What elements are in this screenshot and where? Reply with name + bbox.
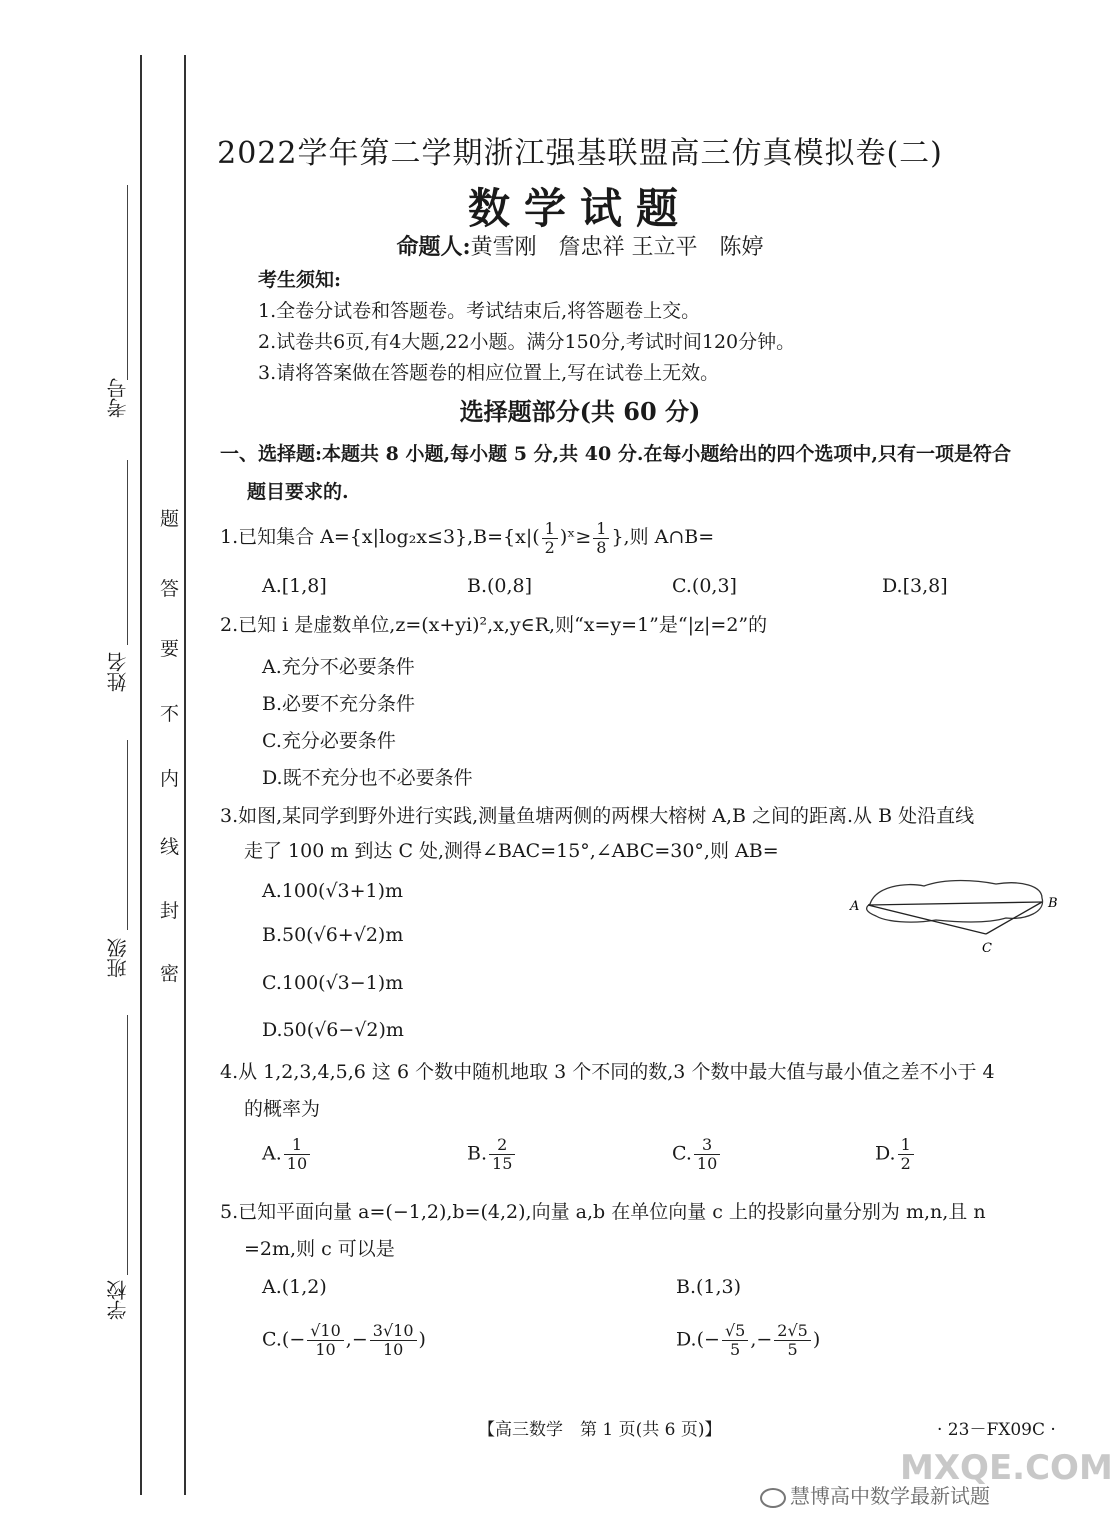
q1-stem-part: 1.已知集合 A={x|log₂x≤3},B={x|( — [220, 526, 540, 548]
frac-num: 2√5 — [774, 1322, 811, 1341]
option-fraction — [284, 1136, 310, 1173]
point-c-label: C — [982, 941, 992, 956]
binding-line-outer — [140, 55, 142, 1495]
segment-bc — [986, 902, 1042, 934]
pond-outline — [867, 881, 1043, 923]
school-field-line — [127, 1015, 128, 1275]
frac-num: 2 — [489, 1136, 515, 1155]
frac-den: 2 — [900, 1154, 911, 1173]
frac-num: 1 — [542, 520, 558, 539]
frac-den: 10 — [315, 1340, 336, 1359]
binding-line-inner — [184, 55, 186, 1495]
question-5-stem-line1: 5.已知平面向量 a=(−1,2),b=(4,2),向量 a,b 在单位向量 c 上的投影向量分别为 m,n,且 n — [220, 1201, 986, 1223]
site-watermark: MXQE.COM — [900, 1448, 1113, 1488]
section-title: 选择题部分(共 60 分) — [459, 397, 701, 426]
authors-line — [80, 230, 1080, 261]
q2-option-c[interactable]: C.充分必要条件 — [262, 730, 396, 752]
q1-stem-part: )ˣ≥ — [559, 526, 592, 548]
question-2-stem: 2.已知 i 是虚数单位,z=(x+yi)²,x,y∈R,则“x=y=1”是“|z|=2”的 — [220, 614, 768, 636]
option-end: ) — [418, 1328, 426, 1351]
option-fraction — [489, 1136, 515, 1173]
q3-option-d[interactable]: D.50(√6−√2)m — [262, 1019, 404, 1041]
frac-den: 10 — [382, 1340, 404, 1359]
option-fraction — [370, 1322, 417, 1359]
option-fraction — [774, 1322, 811, 1359]
frac-num: 1 — [284, 1136, 310, 1155]
name-label: 姓名 — [106, 652, 130, 692]
option-label: D.(− — [676, 1328, 720, 1351]
option-label: B. — [467, 1142, 488, 1165]
question-4-stem-line1: 4.从 1,2,3,4,5,6 这 6 个数中随机地取 3 个不同的数,3 个数中最大值与最小值之差不小于 4 — [220, 1061, 995, 1083]
frac-num: √5 — [722, 1322, 748, 1341]
exam-title: 2022学年第二学期浙江强基联盟高三仿真模拟卷(二) — [217, 136, 943, 171]
question-4-stem-line2: 的概率为 — [244, 1098, 321, 1120]
q5-option-d[interactable] — [676, 1322, 820, 1359]
seal-char: 封 — [160, 900, 180, 922]
q2-option-d[interactable]: D.既不充分也不必要条件 — [262, 767, 473, 789]
option-fraction — [694, 1136, 720, 1173]
note-item: 3.请将答案做在答题卷的相应位置上,写在试卷上无效。 — [258, 362, 720, 384]
frac-num: 3√10 — [370, 1322, 417, 1341]
seal-char: 密 — [160, 963, 180, 985]
section-instructions — [220, 435, 1065, 511]
frac-num: 1 — [898, 1136, 914, 1155]
q1-fraction — [593, 520, 609, 557]
seal-char: 要 — [160, 638, 180, 660]
frac-num: √10 — [307, 1322, 344, 1341]
option-sep: ,− — [345, 1328, 368, 1351]
q5-option-b[interactable]: B.(1,3) — [676, 1276, 742, 1298]
seal-char: 题 — [160, 508, 180, 530]
option-end: ) — [812, 1328, 821, 1351]
option-fraction — [722, 1322, 748, 1359]
account-name: 慧博高中数学最新试题 — [790, 1484, 990, 1508]
notes-heading: 考生须知: — [258, 269, 342, 291]
frac-num: 3 — [694, 1136, 720, 1155]
q4-option-c[interactable] — [672, 1136, 722, 1173]
note-item: 2.试卷共6页,有4大题,22小题。满分150分,考试时间120分钟。 — [258, 331, 796, 353]
q3-option-c[interactable]: C.100(√3−1)m — [262, 972, 404, 994]
option-sep: ,− — [750, 1328, 773, 1351]
question-5-stem-line2: =2m,则 c 可以是 — [244, 1238, 395, 1260]
seal-char: 内 — [160, 768, 180, 790]
q1-stem-part: },则 A∩B= — [611, 526, 715, 548]
q2-option-a[interactable]: A.充分不必要条件 — [262, 656, 415, 678]
q1-option-c[interactable]: C.(0,3] — [672, 575, 737, 597]
paper-code: · 23－FX09C · — [937, 1420, 1056, 1440]
segment-ab — [868, 902, 1042, 905]
frac-num: 1 — [593, 520, 609, 539]
school-label: 学校 — [106, 1280, 130, 1320]
option-label: C. — [672, 1142, 692, 1165]
frac-den: 5 — [787, 1340, 798, 1359]
name-field-line — [127, 460, 128, 645]
instructions-line1: 一、选择题:本题共 8 小题,每小题 5 分,共 40 分.在每小题给出的四个选项中,只有一项是符合 — [220, 443, 1012, 465]
seal-char: 答 — [160, 578, 180, 600]
page-info: 【高三数学 第 1 页(共 6 页)】 — [478, 1420, 722, 1440]
authors: 黄雪刚 詹忠祥 王立平 陈婷 — [470, 235, 764, 260]
question-3-stem-line2: 走了 100 m 到达 C 处,测得∠BAC=15°,∠ABC=30°,则 AB= — [244, 840, 779, 862]
q4-option-b[interactable] — [467, 1136, 517, 1173]
authors-label: 命题人: — [396, 234, 471, 260]
option-label: C.(− — [262, 1328, 306, 1351]
question-3-stem-line1: 3.如图,某同学到野外进行实践,测量鱼塘两侧的两棵大榕树 A,B 之间的距离.从 B 处沿直线 — [220, 805, 975, 827]
class-label: 班级 — [106, 938, 130, 978]
instructions-line2: 题目要求的. — [247, 481, 349, 503]
q3-option-a[interactable]: A.100(√3+1)m — [262, 880, 404, 902]
class-field-line — [127, 740, 128, 930]
question-1-stem — [220, 518, 714, 557]
frac-den: 8 — [596, 537, 607, 557]
option-fraction — [898, 1136, 914, 1173]
option-label: D. — [875, 1142, 896, 1165]
option-label: A. — [262, 1142, 282, 1165]
seal-char: 不 — [160, 703, 180, 725]
frac-den: 10 — [696, 1154, 718, 1173]
exam-no-label: 考号 — [106, 378, 130, 418]
note-item: 1.全卷分试卷和答题卷。考试结束后,将答题卷上交。 — [258, 300, 701, 322]
frac-den: 10 — [286, 1154, 308, 1173]
q3-option-b[interactable]: B.50(√6+√2)m — [262, 924, 404, 946]
account-watermark — [760, 1480, 990, 1509]
q5-option-a[interactable]: A.(1,2) — [262, 1276, 327, 1298]
option-fraction — [307, 1322, 344, 1359]
point-a-label: A — [850, 899, 860, 914]
point-b-label: B — [1048, 896, 1058, 911]
frac-den: 15 — [492, 1154, 513, 1173]
seal-char: 线 — [160, 836, 180, 858]
pond-diagram — [846, 872, 1066, 962]
q2-option-b[interactable]: B.必要不充分条件 — [262, 693, 416, 715]
q1-option-a[interactable]: A.[1,8] — [262, 575, 327, 597]
q1-fraction — [542, 520, 558, 557]
exam-notes — [258, 265, 795, 389]
q5-option-c[interactable] — [262, 1322, 426, 1359]
q1-option-b[interactable]: B.(0,8] — [467, 575, 533, 597]
wechat-icon — [760, 1488, 786, 1508]
q4-option-d[interactable] — [875, 1136, 916, 1173]
frac-den: 2 — [544, 537, 555, 557]
q1-option-d[interactable]: D.[3,8] — [882, 575, 948, 597]
q4-option-a[interactable] — [262, 1136, 312, 1173]
subject-title: 数学试题 — [467, 184, 692, 233]
frac-den: 5 — [730, 1340, 741, 1359]
